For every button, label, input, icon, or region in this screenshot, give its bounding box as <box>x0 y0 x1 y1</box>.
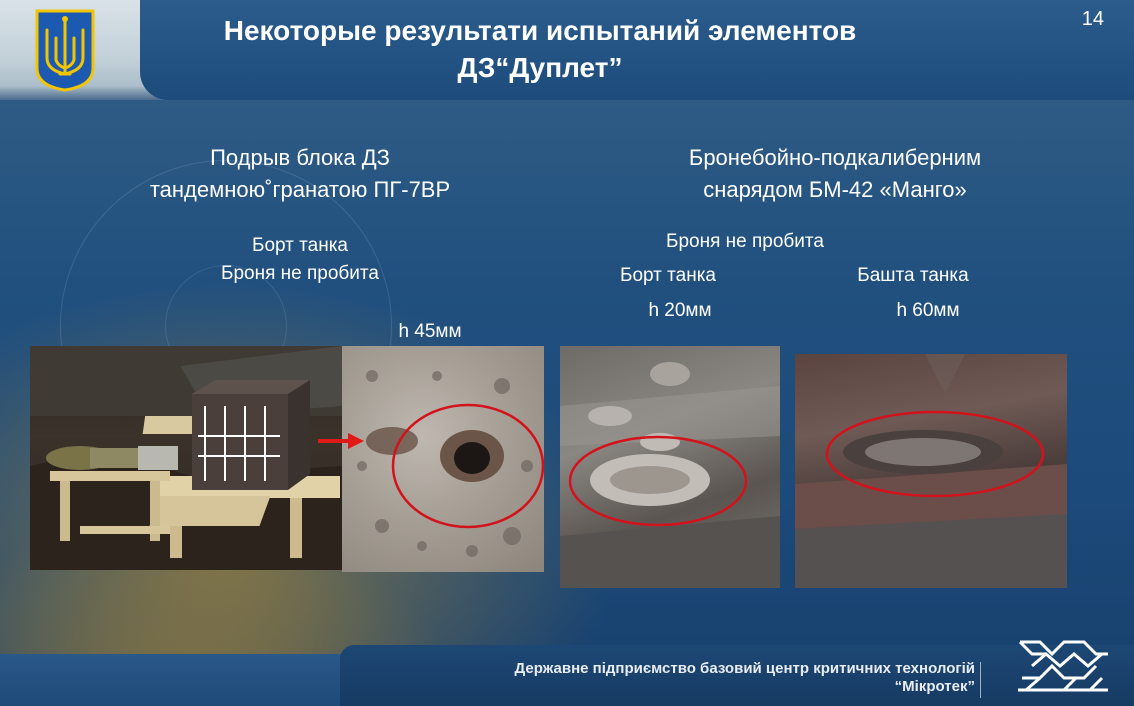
ukraine-trident-coat-of-arms-icon <box>34 8 96 92</box>
right-heading-line-1: Бронебойно-подкалиберним <box>688 145 982 170</box>
photo-test-setup <box>30 346 342 570</box>
footer-organization <box>360 660 975 696</box>
slide-title <box>140 12 940 86</box>
left-depth-label: h 45мм <box>398 321 462 342</box>
left-heading-line-1: Подрыв блока ДЗ <box>210 145 390 170</box>
right-heading <box>610 142 1060 206</box>
mikrotek-logo-icon <box>1012 632 1116 700</box>
page-number: 14 <box>1081 8 1104 30</box>
side-label: Борт танка <box>619 265 716 286</box>
right-result: Броня не пробита <box>666 231 824 252</box>
photo-crater-left <box>342 346 544 572</box>
left-subheading <box>150 232 450 288</box>
title-line-1: Некоторые результати испытаний элементов <box>223 15 857 46</box>
footer-line-2: “Мікротек” <box>894 678 975 695</box>
red-arrow-icon <box>316 430 366 452</box>
photo-hull-side-damage <box>560 346 780 588</box>
footer-divider <box>980 662 981 698</box>
turret-label: Башта танка <box>857 265 969 286</box>
right-heading-line-2: снарядом БМ-42 «Манго» <box>703 177 967 202</box>
left-heading <box>110 142 490 206</box>
photo-turret-damage <box>795 354 1067 588</box>
left-sub-line-1: Борт танка <box>251 235 348 256</box>
footer-line-1: Державне підприємство базовий центр критичних технологій <box>514 660 975 677</box>
left-heading-line-2: тандемною˚гранатою ПГ-7ВР <box>149 177 451 202</box>
turret-depth-label: h 60мм <box>896 300 960 321</box>
left-sub-line-2: Броня не пробита <box>221 263 379 284</box>
side-depth-label: h 20мм <box>648 300 712 321</box>
title-line-2: ДЗ“Дуплет” <box>457 52 623 83</box>
